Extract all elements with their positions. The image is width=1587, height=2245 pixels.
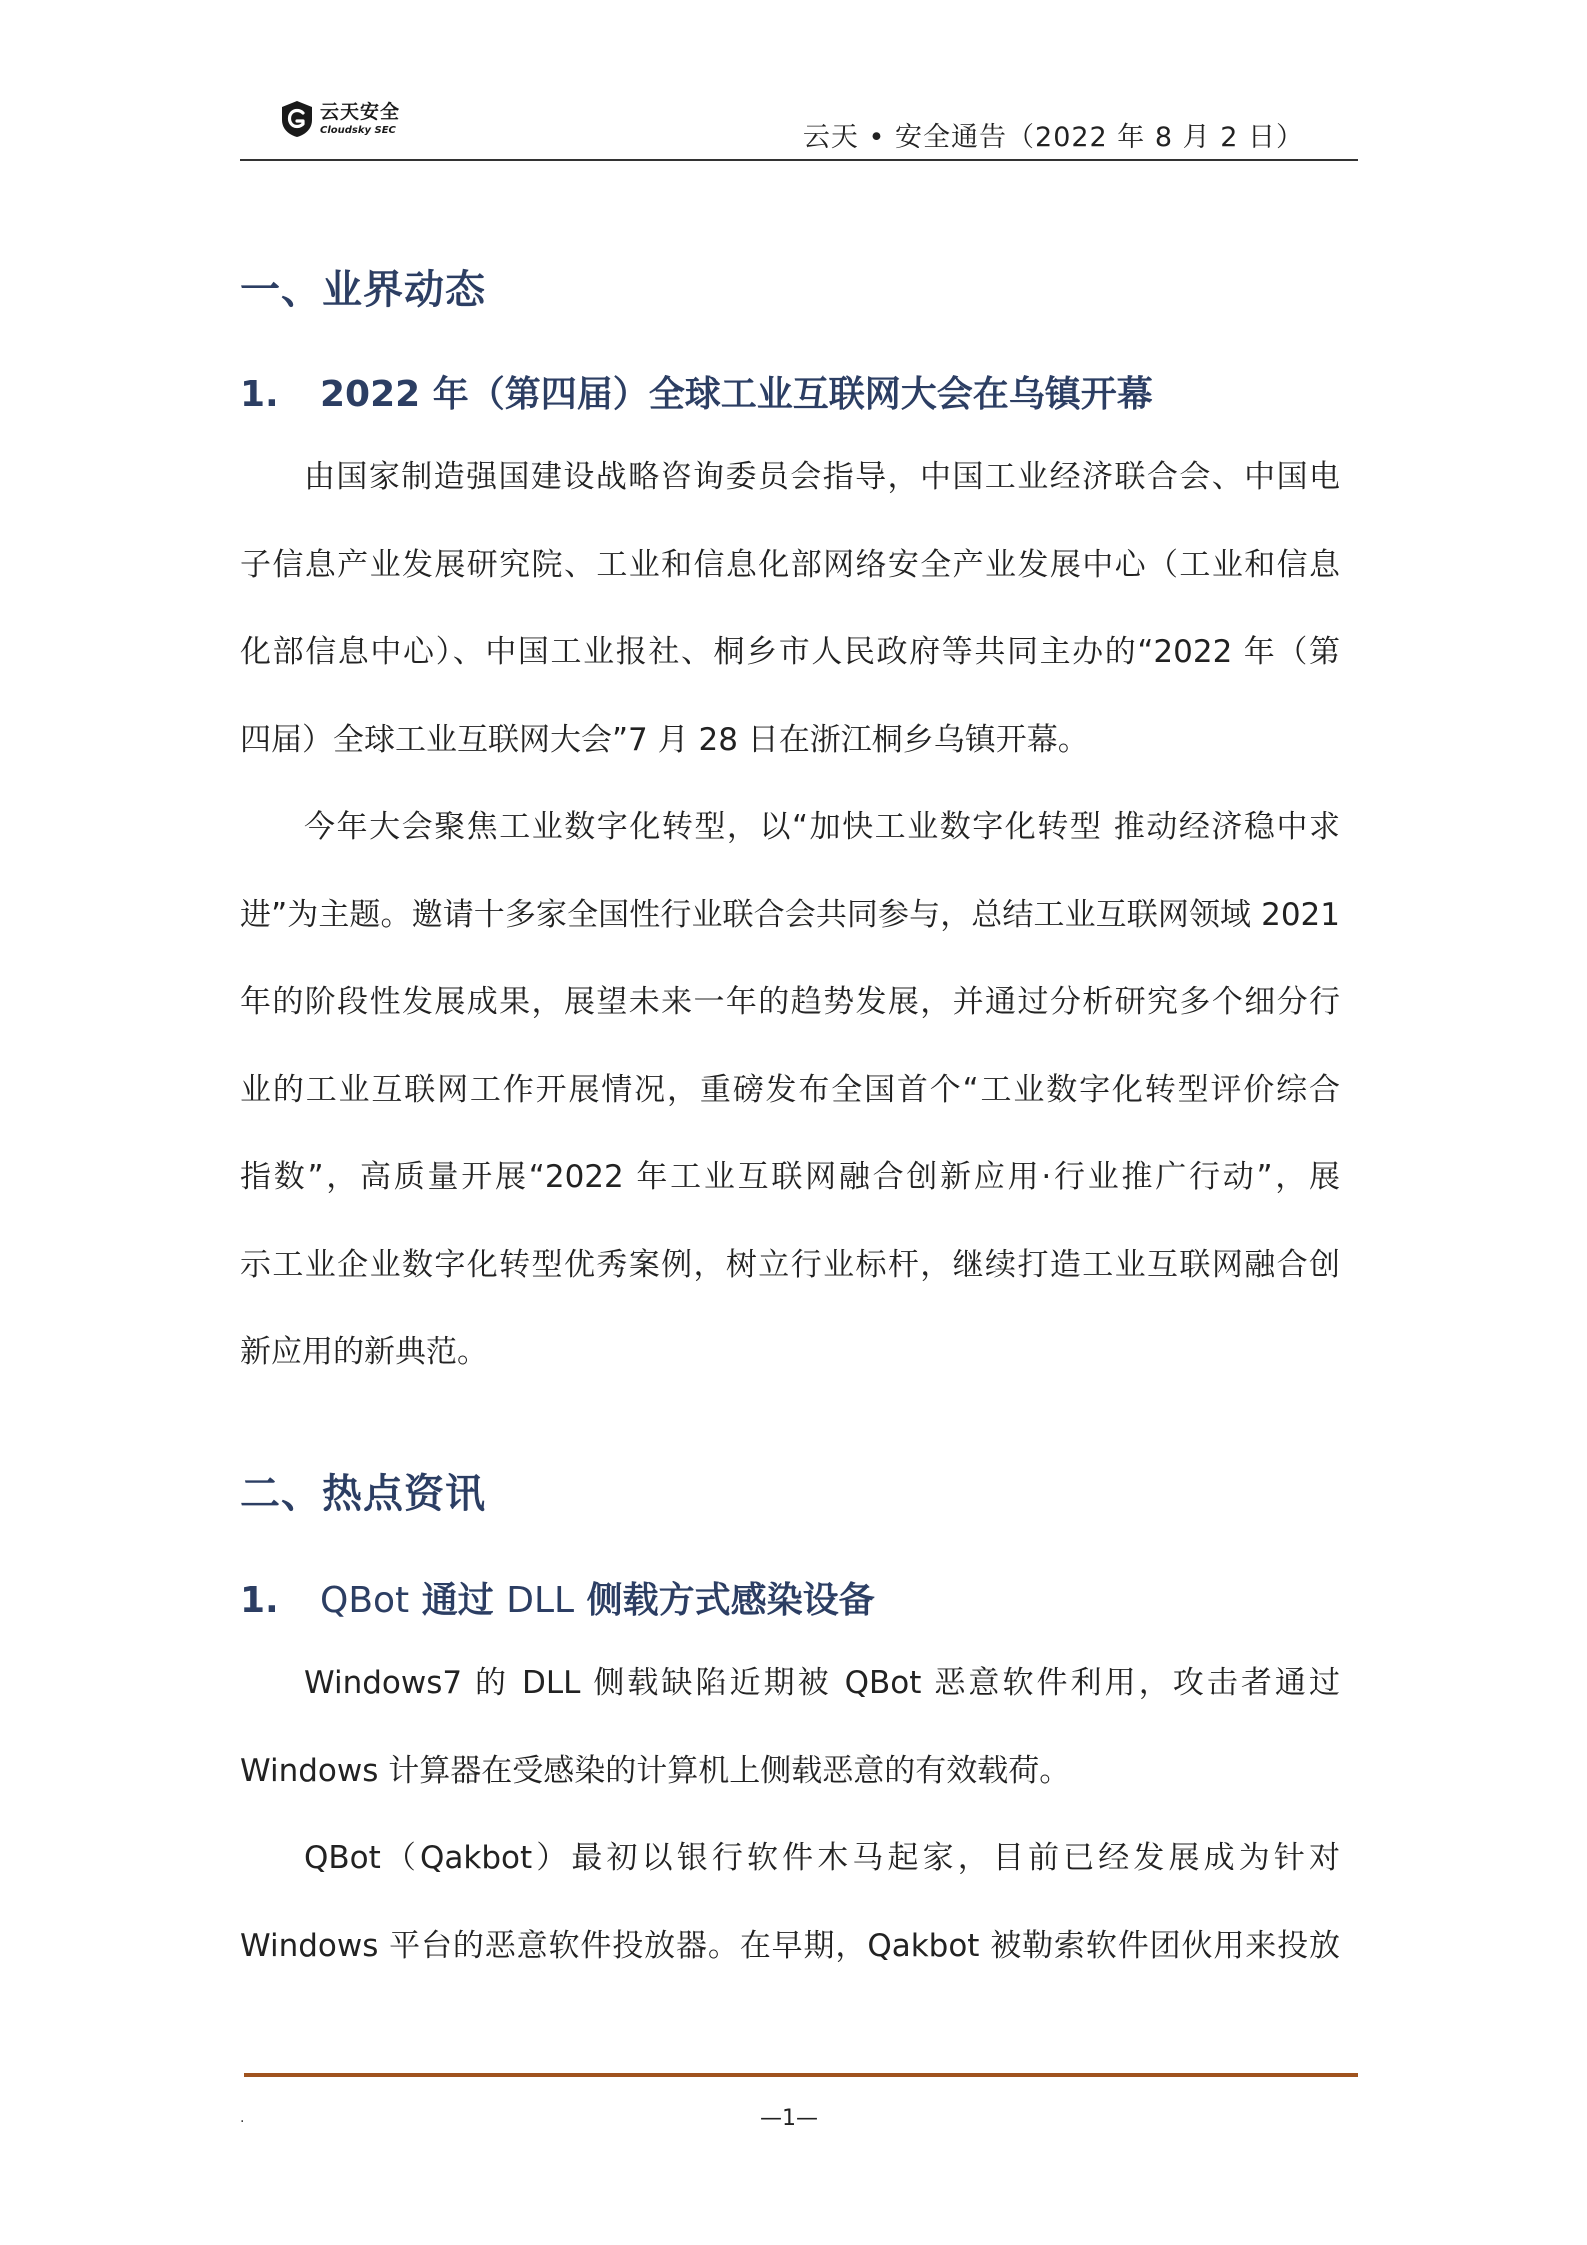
cloudsky-shield-icon <box>280 100 314 138</box>
company-logo <box>280 100 400 138</box>
paragraph-line: Windows 计算器在受感染的计算机上侧载恶意的有效载荷。 <box>240 1752 1071 1789</box>
logo-chinese-text: 云天安全 <box>320 100 401 123</box>
paragraph-conference-intro <box>240 434 1340 784</box>
section-heading-industry-news: 一、业界动态 <box>240 267 486 313</box>
paragraph-line: 新应用的新典范。 <box>240 1334 488 1370</box>
article-title-via: 通过 <box>409 1580 507 1621</box>
logo-english-text: Cloudsky SEC <box>320 124 396 136</box>
footer-dot: . <box>240 2110 245 2126</box>
paragraph-line: Windows7 的 DLL 侧载缺陷近期被 QBot 恶意软件利用，攻击者通过 <box>304 1665 1340 1701</box>
article-title-dll: DLL <box>506 1580 575 1621</box>
article-title-rest: 侧载方式感染设备 <box>574 1580 875 1621</box>
paragraph-line: 年的阶段性发展成果，展望未来一年的趋势发展，并通过分析研究多个细分行 <box>240 984 1340 1020</box>
article-number: 1. <box>240 1580 279 1621</box>
paragraph-line: 化部信息中心）、中国工业报社、桐乡市人民政府等共同主办的“2022 年（第 <box>240 634 1340 670</box>
paragraph-line: 指数”，高质量开展“2022 年工业互联网融合创新应用·行业推广行动”，展 <box>240 1159 1340 1195</box>
article-title-qbot: QBot <box>320 1580 410 1621</box>
paragraph-qbot-history <box>240 1815 1340 1990</box>
paragraph-line: 业的工业互联网工作开展情况，重磅发布全国首个“工业数字化转型评价综合 <box>240 1071 1340 1108</box>
paragraph-line: 今年大会聚焦工业数字化转型，以“加快工业数字化转型 推动经济稳中求 <box>304 809 1340 845</box>
footer-divider <box>244 2073 1358 2077</box>
page-header <box>240 95 1358 161</box>
paragraph-line: 四届）全球工业互联网大会”7 月 28 日在浙江桐乡乌镇开幕。 <box>240 721 1089 758</box>
article-title-qbot-dll-sideloading <box>240 1572 875 1623</box>
paragraph-qbot-sideloading <box>240 1640 1340 1815</box>
paragraph-conference-theme <box>240 784 1340 1397</box>
paragraph-line: 由国家制造强国建设战略咨询委员会指导，中国工业经济联合会、中国电 <box>304 459 1340 495</box>
paragraph-line: 示工业企业数字化转型优秀案例，树立行业标杆，继续打造工业互联网融合创 <box>240 1246 1340 1283</box>
article-title-industrial-internet-conference <box>240 366 1153 417</box>
paragraph-line: 子信息产业发展研究院、工业和信息化部网络安全产业发展中心（工业和信息 <box>240 546 1340 583</box>
article-number: 1. <box>240 374 279 415</box>
paragraph-line: QBot（Qakbot）最初以银行软件木马起家，目前已经发展成为针对 <box>304 1840 1340 1876</box>
article-title-text: 2022 年（第四届）全球工业互联网大会在乌镇开幕 <box>320 374 1153 415</box>
paragraph-line: Windows 平台的恶意软件投放器。在早期，Qakbot 被勒索软件团伙用来投放 <box>240 1927 1340 1964</box>
paragraph-line: 进”为主题。邀请十多家全国性行业联合会共同参与，总结工业互联网领域 2021 <box>240 896 1340 933</box>
bulletin-title: 云天 • 安全通告（2022 年 8 月 2 日） <box>802 122 1304 153</box>
section-heading-hot-news: 二、热点资讯 <box>240 1471 486 1517</box>
header-divider <box>240 159 1358 161</box>
page-number: —1— <box>760 2106 818 2131</box>
